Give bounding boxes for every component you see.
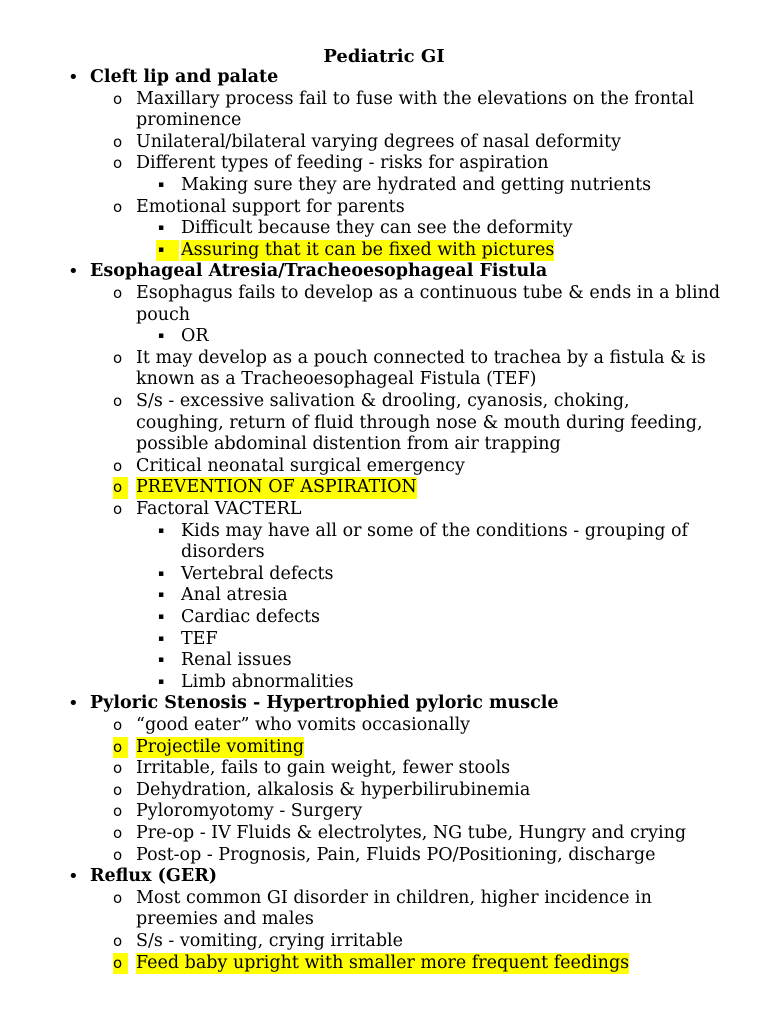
circle-marker: o	[113, 953, 128, 975]
list-item	[0, 953, 768, 975]
square-marker: ▪	[158, 655, 165, 666]
list-item-text: Esophagus fails to develop as a continuous tube & ends in a blind	[136, 283, 721, 303]
list-item-text: possible abdominal distention from air trapping	[136, 434, 561, 455]
section-heading: Cleft lip and palate	[90, 67, 279, 87]
square-marker: ▪	[158, 525, 165, 536]
circle-marker: o	[113, 500, 123, 518]
sub-list-item-text: Kids may have all or some of the conditions - grouping of	[181, 520, 688, 541]
list-item-text: prominence	[136, 110, 242, 131]
list-item-text: Projectile vomiting	[136, 736, 305, 757]
list-item-text: Maxillary process fail to fuse with the elevations on the frontal	[136, 88, 695, 109]
circle-marker: o	[113, 932, 123, 950]
square-marker: ▪	[156, 240, 179, 262]
sub-list-item-text: Renal issues	[181, 650, 292, 671]
sub-list-item	[0, 672, 768, 694]
sub-list-item-text: Assuring that it can be fixed with pictures	[181, 239, 555, 260]
list-item	[0, 413, 768, 435]
list-item	[0, 305, 768, 327]
sub-list-item-text: Cardiac defects	[181, 607, 320, 627]
circle-marker: o	[113, 802, 123, 821]
list-item-text: Different types of feeding - risks for aspiration	[136, 153, 549, 174]
list-item-text: PREVENTION OF ASPIRATION	[136, 477, 417, 498]
sub-list-item-text: disorders	[181, 542, 265, 563]
sub-list-item-text: OR	[181, 326, 209, 347]
square-marker: ▪	[158, 331, 165, 342]
sub-list-item	[0, 585, 768, 607]
sub-list-item	[0, 629, 768, 651]
bullet-marker: •	[68, 261, 79, 283]
list-item	[0, 845, 768, 867]
sub-list-item-text: Vertebral defects	[181, 563, 334, 584]
section-heading-row	[0, 693, 768, 715]
sub-list-item	[0, 542, 768, 564]
circle-marker: o	[113, 284, 123, 302]
list-item	[0, 715, 768, 737]
list-item-text: Most common GI disorder in children, higher incidence in	[136, 887, 652, 908]
section-heading: Esophageal Atresia/Tracheoesophageal Fistula	[90, 261, 548, 282]
sub-list-item-text: Difficult because they can see the deformity	[181, 218, 573, 239]
list-item	[0, 369, 768, 391]
list-item-text: “good eater” who vomits occasionally	[136, 715, 471, 735]
list-item	[0, 153, 768, 175]
circle-marker: o	[113, 154, 123, 173]
list-item	[0, 737, 768, 759]
list-item-text: Pre-op - IV Fluids & electrolytes, NG tube, Hungry and crying	[136, 823, 687, 843]
list-item-text: preemies and males	[136, 909, 314, 930]
list-item	[0, 931, 768, 953]
list-item-text: S/s - excessive salivation & drooling, cyanosis, choking,	[136, 391, 630, 411]
list-item-text: Dehydration, alkalosis & hyperbilirubinemia	[136, 779, 531, 800]
list-item-text: Unilateral/bilateral varying degrees of nasal deformity	[136, 131, 621, 152]
list-item-text: pouch	[136, 304, 191, 325]
list-item	[0, 477, 768, 499]
circle-marker: o	[113, 845, 123, 864]
list-item-text: coughing, return of fluid through nose & mouth during feeding,	[136, 412, 703, 433]
circle-marker: o	[113, 197, 123, 216]
list-item-text: Emotional support for parents	[136, 196, 405, 217]
bullet-marker: •	[68, 693, 79, 715]
list-item	[0, 283, 768, 305]
list-item	[0, 801, 768, 823]
sub-list-item	[0, 650, 768, 672]
square-marker: ▪	[158, 633, 165, 644]
circle-marker: o	[113, 824, 123, 842]
circle-marker: o	[113, 348, 123, 367]
section-heading: Pyloric Stenosis - Hypertrophied pyloric muscle	[90, 693, 559, 714]
sub-list-item	[0, 175, 768, 197]
list-item	[0, 499, 768, 521]
list-item	[0, 434, 768, 456]
list-item	[0, 823, 768, 845]
sub-list-item	[0, 218, 768, 240]
list-item	[0, 456, 768, 478]
sub-list-item-text: TEF	[181, 628, 218, 649]
circle-marker: o	[113, 456, 123, 475]
sub-list-item	[0, 607, 768, 629]
circle-marker: o	[113, 888, 123, 907]
square-marker: ▪	[158, 568, 165, 579]
square-marker: ▪	[158, 612, 165, 622]
circle-marker: o	[113, 780, 123, 799]
sub-list-item	[0, 521, 768, 543]
circle-marker: o	[113, 477, 128, 499]
section-heading-row	[0, 261, 768, 283]
sub-list-item-text: Making sure they are hydrated and getting nutrients	[181, 175, 652, 195]
square-marker: ▪	[158, 223, 165, 234]
list-item-text: known as a Tracheoesophageal Fistula (TEF)	[136, 369, 537, 390]
list-item	[0, 110, 768, 132]
list-item	[0, 197, 768, 219]
circle-marker: o	[113, 392, 123, 410]
sub-list-item-text: Anal atresia	[181, 585, 288, 606]
list-item-text: S/s - vomiting, crying irritable	[136, 931, 403, 951]
circle-marker: o	[113, 737, 128, 759]
list-item	[0, 348, 768, 370]
page-title: Pediatric GI	[323, 46, 445, 67]
sub-list-item	[0, 240, 768, 262]
circle-marker: o	[113, 716, 123, 734]
list-item	[0, 391, 768, 413]
list-item-text: It may develop as a pouch connected to trachea by a fistula & is	[136, 347, 706, 368]
list-item-text: Critical neonatal surgical emergency	[136, 455, 465, 476]
sub-list-item-text: Limb abnormalities	[181, 671, 354, 692]
list-item-text: Pyloromyotomy - Surgery	[136, 801, 363, 822]
section-heading-row	[0, 67, 768, 89]
list-item	[0, 909, 768, 931]
sub-list-item	[0, 326, 768, 348]
list-item-text: Feed baby upright with smaller more frequent feedings	[136, 952, 630, 973]
list-item	[0, 780, 768, 802]
circle-marker: o	[113, 759, 123, 778]
square-marker: ▪	[158, 180, 165, 190]
bullet-marker: •	[68, 67, 79, 88]
list-item-text: Post-op - Prognosis, Pain, Fluids PO/Positioning, discharge	[136, 844, 656, 865]
square-marker: ▪	[158, 676, 165, 687]
section-heading-row	[0, 866, 768, 888]
list-item	[0, 758, 768, 780]
list-item-text: Irritable, fails to gain weight, fewer stools	[136, 758, 511, 779]
list-item	[0, 888, 768, 910]
circle-marker: o	[113, 89, 123, 108]
sub-list-item	[0, 564, 768, 586]
list-item-text: Factoral VACTERL	[136, 499, 302, 519]
circle-marker: o	[113, 132, 123, 151]
square-marker: ▪	[158, 590, 165, 601]
list-item	[0, 132, 768, 154]
bullet-marker: •	[68, 866, 79, 888]
section-heading: Reflux (GER)	[90, 866, 218, 887]
list-item	[0, 89, 768, 111]
